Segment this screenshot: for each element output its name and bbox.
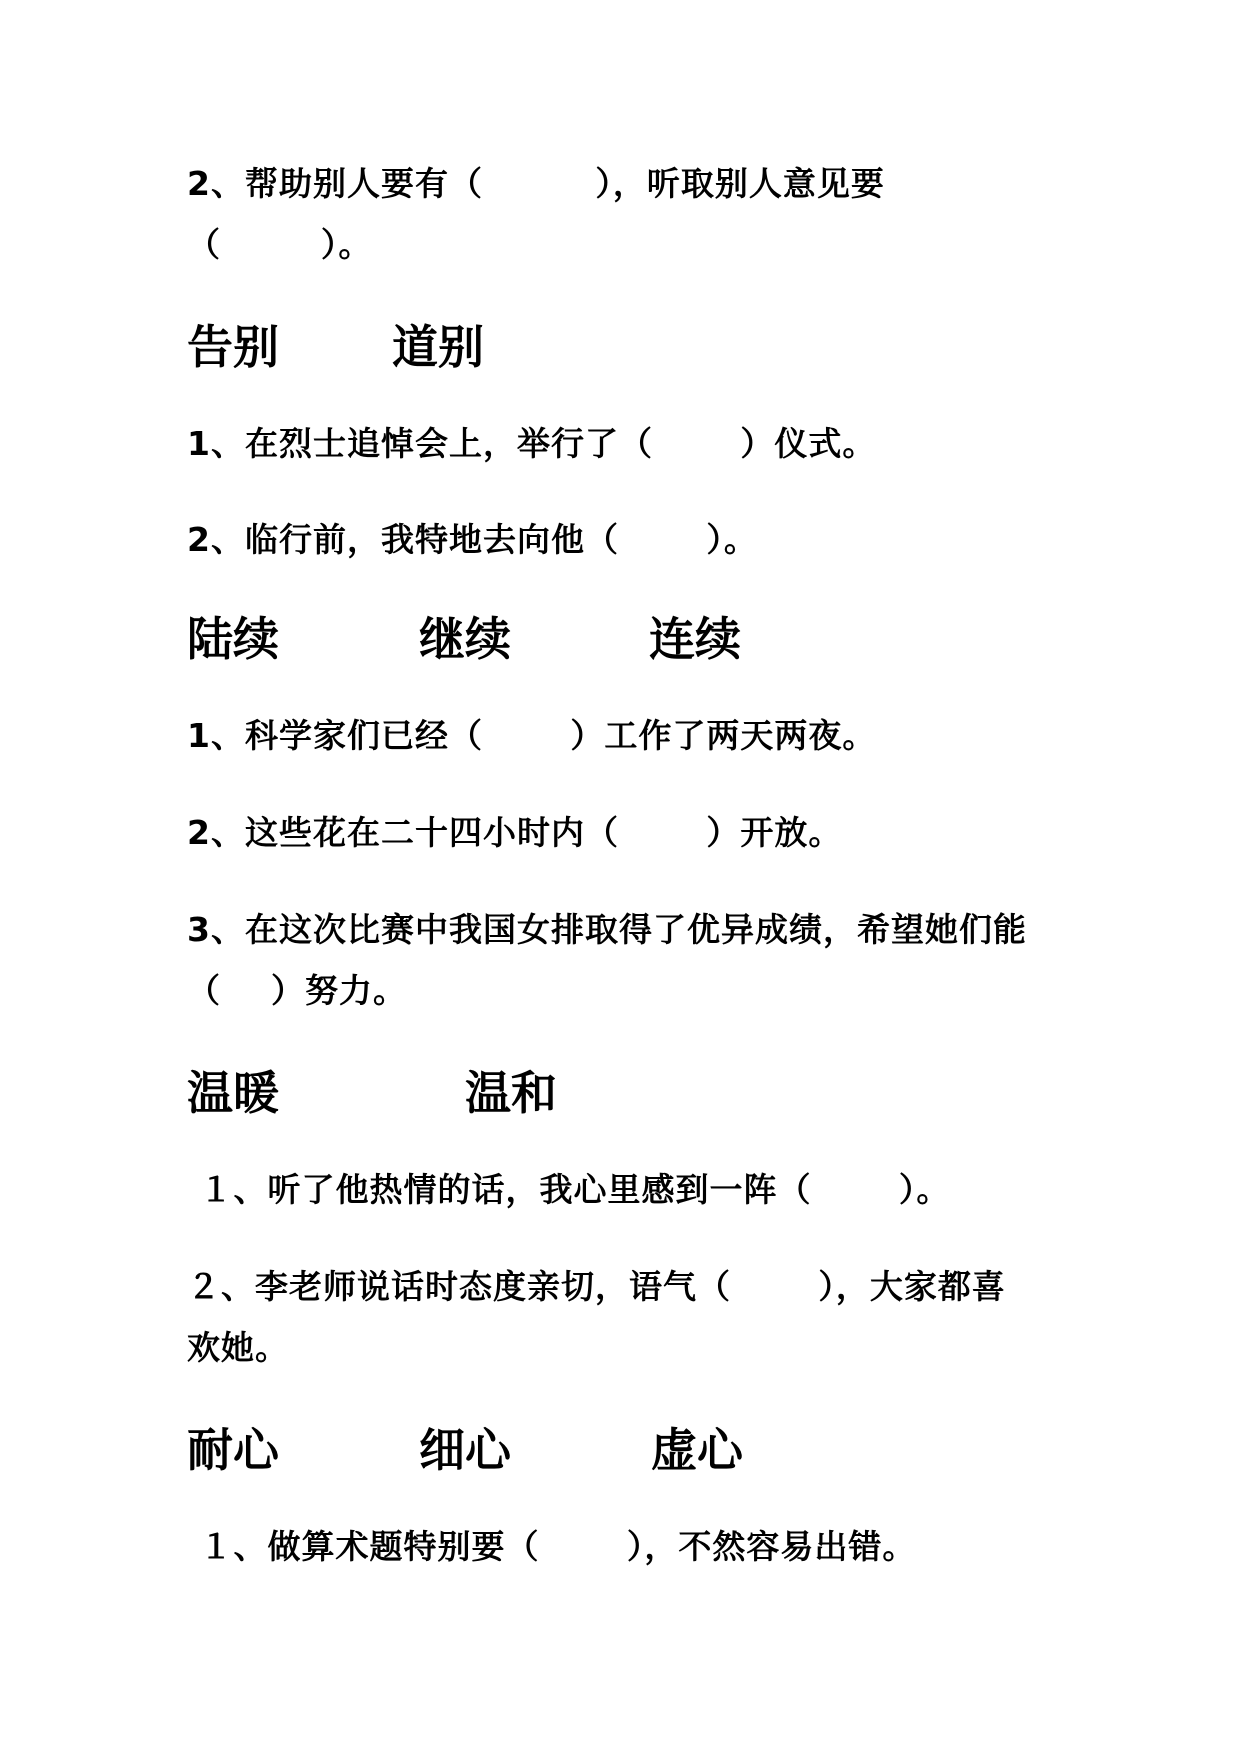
word-option: 继续 <box>419 612 511 666</box>
word-option: 告别 <box>187 320 279 374</box>
word-option: 道别 <box>392 320 484 374</box>
question-line: 3、在这次比赛中我国女排取得了优异成绩，希望她们能 <box>187 910 1027 949</box>
question-line: １、听了他热情的话，我心里感到一阵（ ）。 <box>187 1170 951 1209</box>
question-line: 1、科学家们已经（ ）工作了两天两夜。 <box>187 716 877 755</box>
word-option: 耐心 <box>187 1423 279 1477</box>
question-line: （ ）。 <box>187 225 373 264</box>
question-line: ２、李老师说话时态度亲切，语气（ ），大家都喜 <box>187 1267 1006 1306</box>
word-option: 虚心 <box>651 1423 743 1477</box>
question-line: 2、临行前，我特地去向他（ ）。 <box>187 520 758 559</box>
question-line: １、做算术题特别要（ ），不然容易出错。 <box>187 1527 917 1566</box>
question-line: （ ）努力。 <box>187 971 407 1010</box>
question-line: 2、这些花在二十四小时内（ ）开放。 <box>187 813 843 852</box>
word-option: 温和 <box>465 1066 557 1120</box>
question-line: 2、帮助别人要有（ ），听取别人意见要 <box>187 164 885 203</box>
word-option: 温暖 <box>187 1066 279 1120</box>
question-line: 欢她。 <box>187 1328 289 1367</box>
word-option: 陆续 <box>187 612 279 666</box>
word-option: 细心 <box>419 1423 511 1477</box>
word-option: 连续 <box>649 612 741 666</box>
question-line: 1、在烈士追悼会上，举行了（ ）仪式。 <box>187 424 877 463</box>
